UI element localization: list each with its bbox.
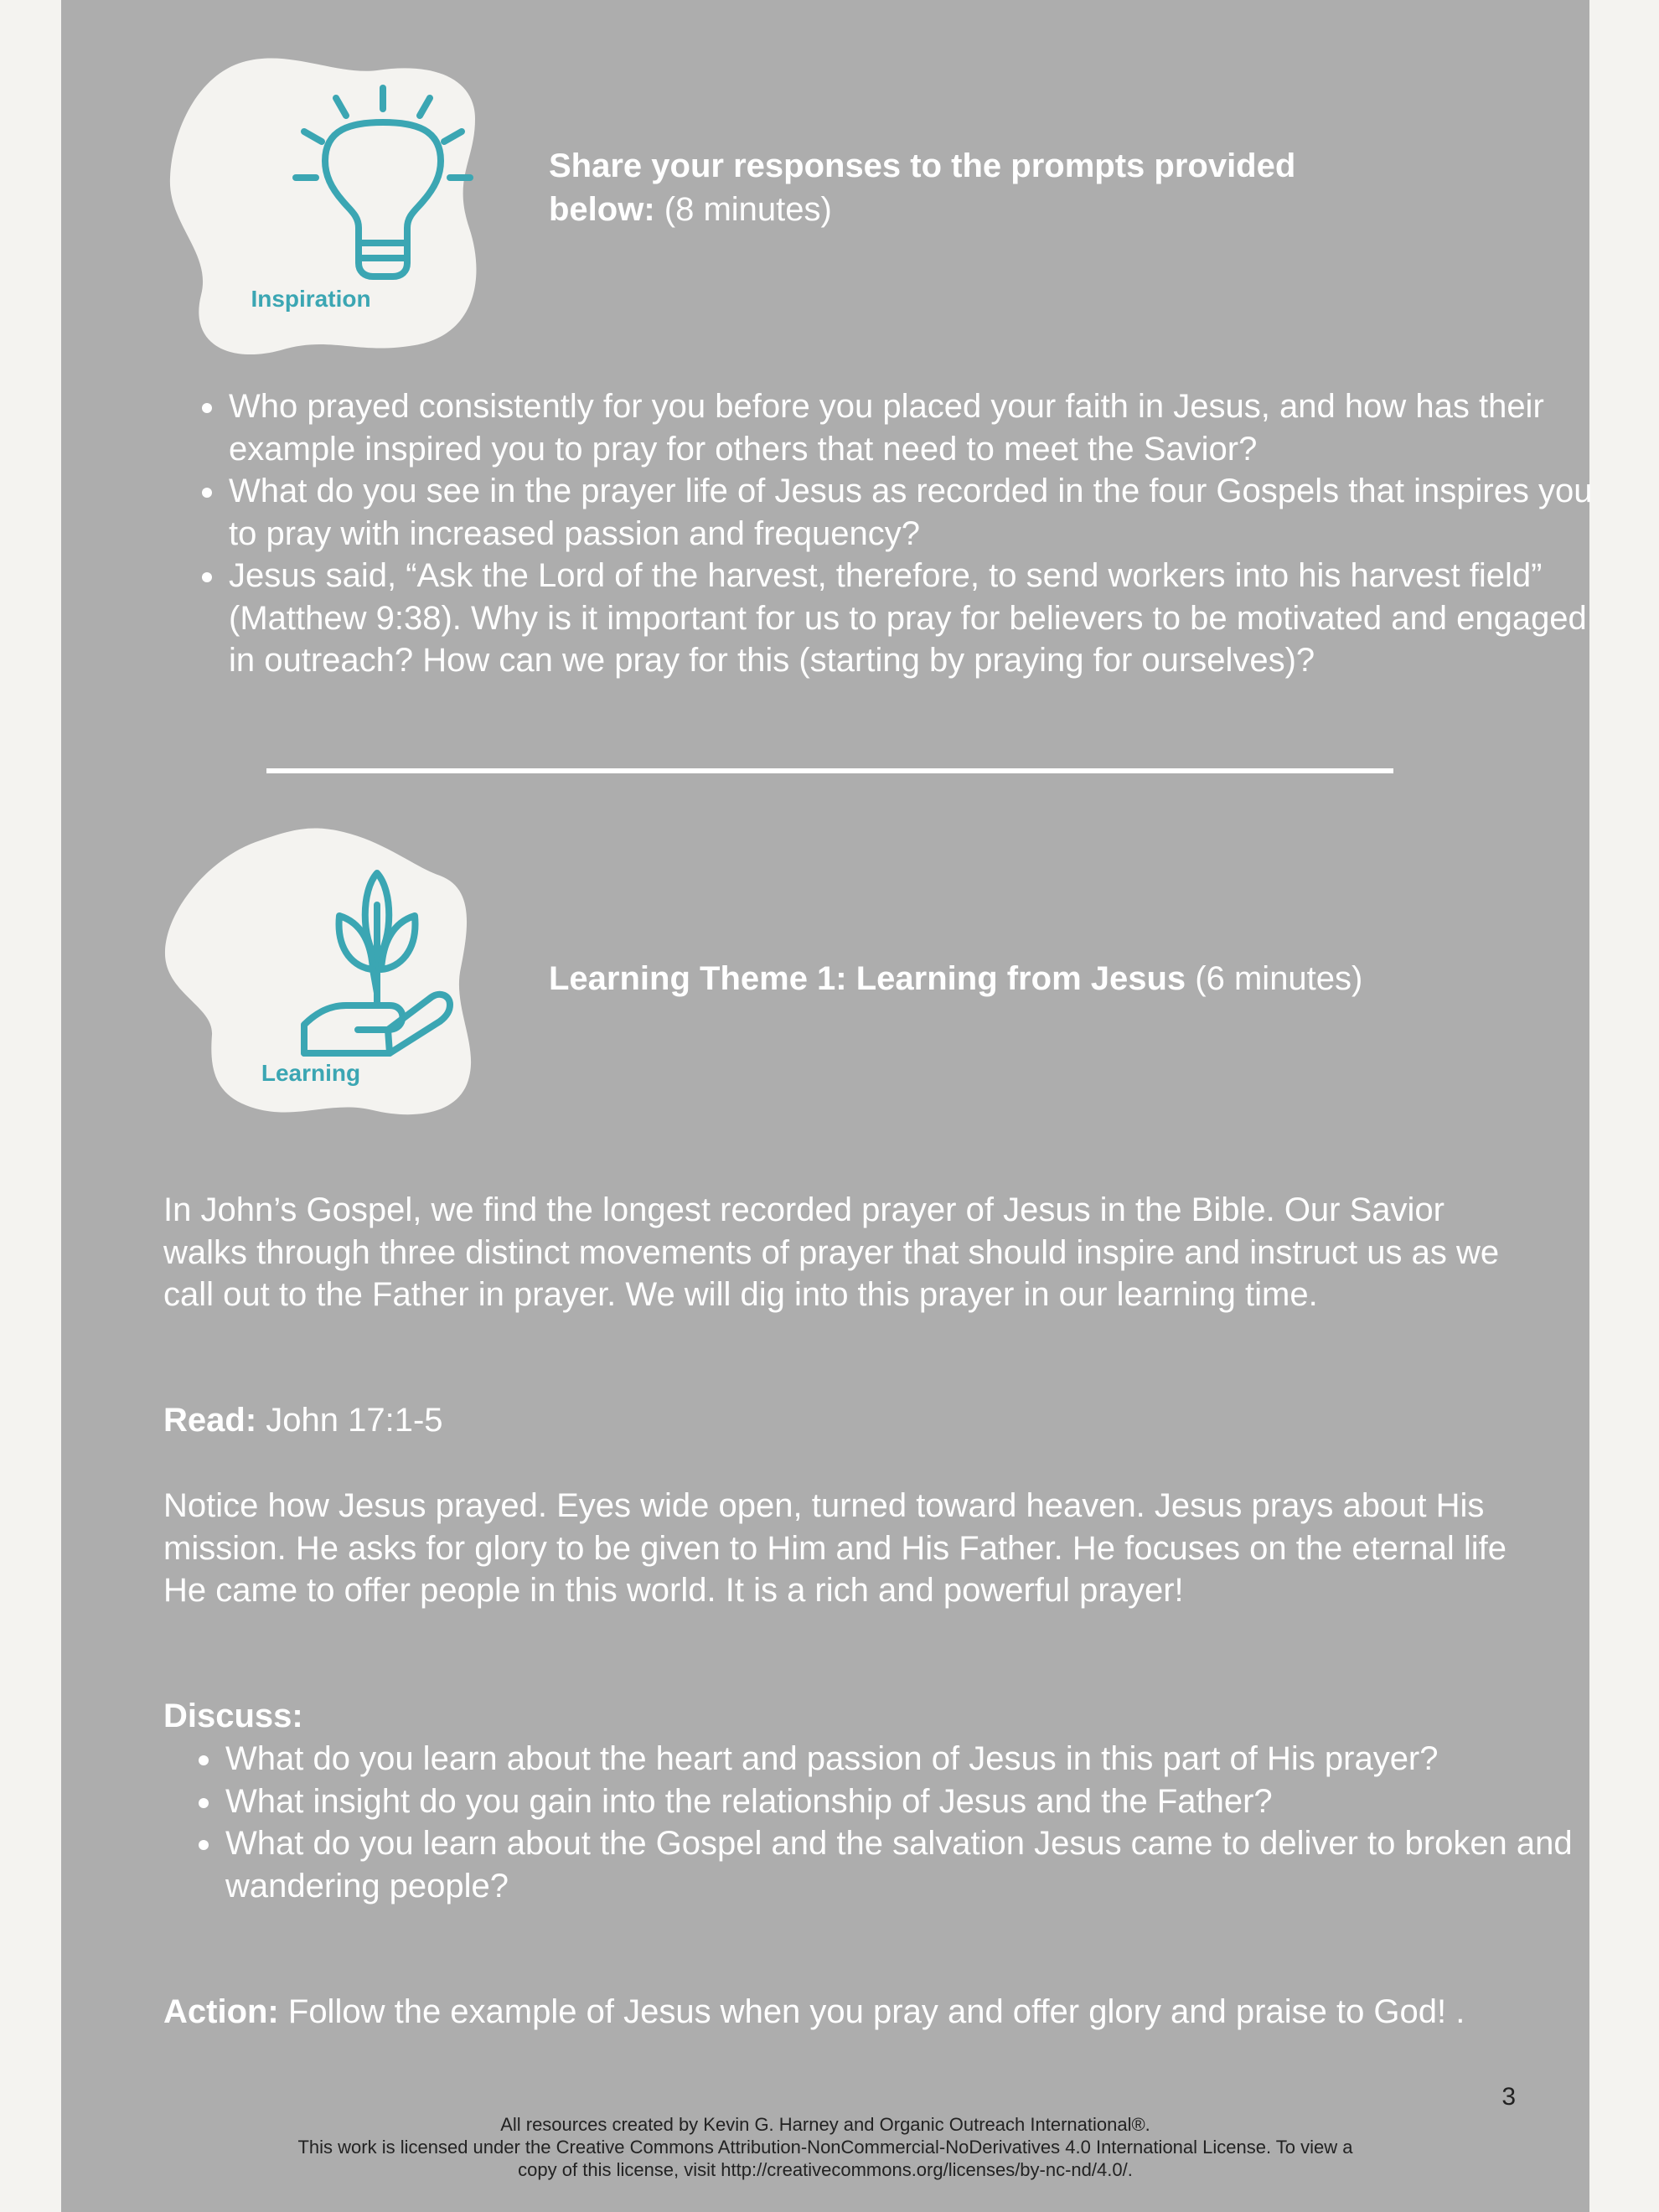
learning-badge-label: Learning xyxy=(261,1060,361,1086)
learning-heading xyxy=(549,957,1470,1000)
discuss-question-list xyxy=(183,1738,1581,1907)
learning-heading-bold: Learning Theme 1: Learning from Jesus xyxy=(549,960,1186,997)
section-divider xyxy=(266,768,1393,773)
inspiration-badge-label: Inspiration xyxy=(251,286,371,312)
license-footer xyxy=(61,2113,1589,2181)
action-paragraph xyxy=(163,1991,1538,2034)
list-item: • Jesus said, “Ask the Lord of the harvest, therefore, to send workers into his harvest field” (Matthew 9:38). Why is it important for us to pray for believers to be motivated and engaged in outreach? How can we pray for this (starting by praying for ourselves)? xyxy=(227,555,1601,682)
action-text: Follow the example of Jesus when you pray and offer glory and praise to God! . xyxy=(278,1993,1465,2030)
notice-paragraph: Notice how Jesus prayed. Eyes wide open, turned toward heaven. Jesus prays about His mission. He asks for glory to be given to Him and His Father. He focuses on the eternal life He came to offer people in this world. It is a rich and powerful prayer! xyxy=(163,1487,1507,1609)
document-page xyxy=(61,0,1593,2212)
inspiration-heading-bold: Share your responses to the prompts provided below: xyxy=(549,147,1296,228)
inspiration-badge xyxy=(163,52,542,355)
list-item: • What do you learn about the heart and passion of Jesus in this part of His prayer? xyxy=(224,1738,1581,1780)
read-label: Read: xyxy=(163,1402,257,1439)
discuss-label-text: Discuss: xyxy=(163,1698,303,1734)
inspiration-heading xyxy=(549,144,1370,231)
footer-line-credits: All resources created by Kevin G. Harney and Organic Outreach International®. xyxy=(500,2114,1150,2135)
action-label: Action: xyxy=(163,1993,279,2030)
learning-heading-duration: (6 minutes) xyxy=(1186,960,1363,997)
inspiration-prompt-list xyxy=(187,385,1601,682)
list-item: • What do you learn about the Gospel and the salvation Jesus came to deliver to broken and wandering people? xyxy=(224,1822,1581,1907)
read-reference: John 17:1-5 xyxy=(256,1402,443,1439)
discuss-label xyxy=(163,1695,303,1738)
inspiration-heading-duration: (8 minutes) xyxy=(654,191,832,228)
list-item: • Who prayed consistently for you before you placed your faith in Jesus, and how has their example inspired you to pray for others that need to meet the Savior? xyxy=(227,385,1601,470)
page-number: 3 xyxy=(1501,2083,1516,2111)
read-line xyxy=(163,1399,1538,1442)
footer-line-license-link: copy of this license, visit http://creativecommons.org/licenses/by-nc-nd/4.0/. xyxy=(518,2159,1133,2180)
list-item: • What insight do you gain into the relationship of Jesus and the Father? xyxy=(224,1780,1581,1823)
list-item: • What do you see in the prayer life of Jesus as recorded in the four Gospels that inspires you to pray with increased passion and frequency? xyxy=(227,470,1601,555)
learning-badge xyxy=(163,825,542,1129)
footer-line-license: This work is licensed under the Creative Commons Attribution-NonCommercial-NoDerivatives 4.0 International License. To view a xyxy=(297,2137,1353,2158)
learning-intro-paragraph: In John’s Gospel, we find the longest recorded prayer of Jesus in the Bible. Our Savior walks through three distinct movements of prayer that should inspire and instruct us as we call out to the Father in prayer. We will dig into this prayer in our learning time. xyxy=(163,1191,1500,1313)
